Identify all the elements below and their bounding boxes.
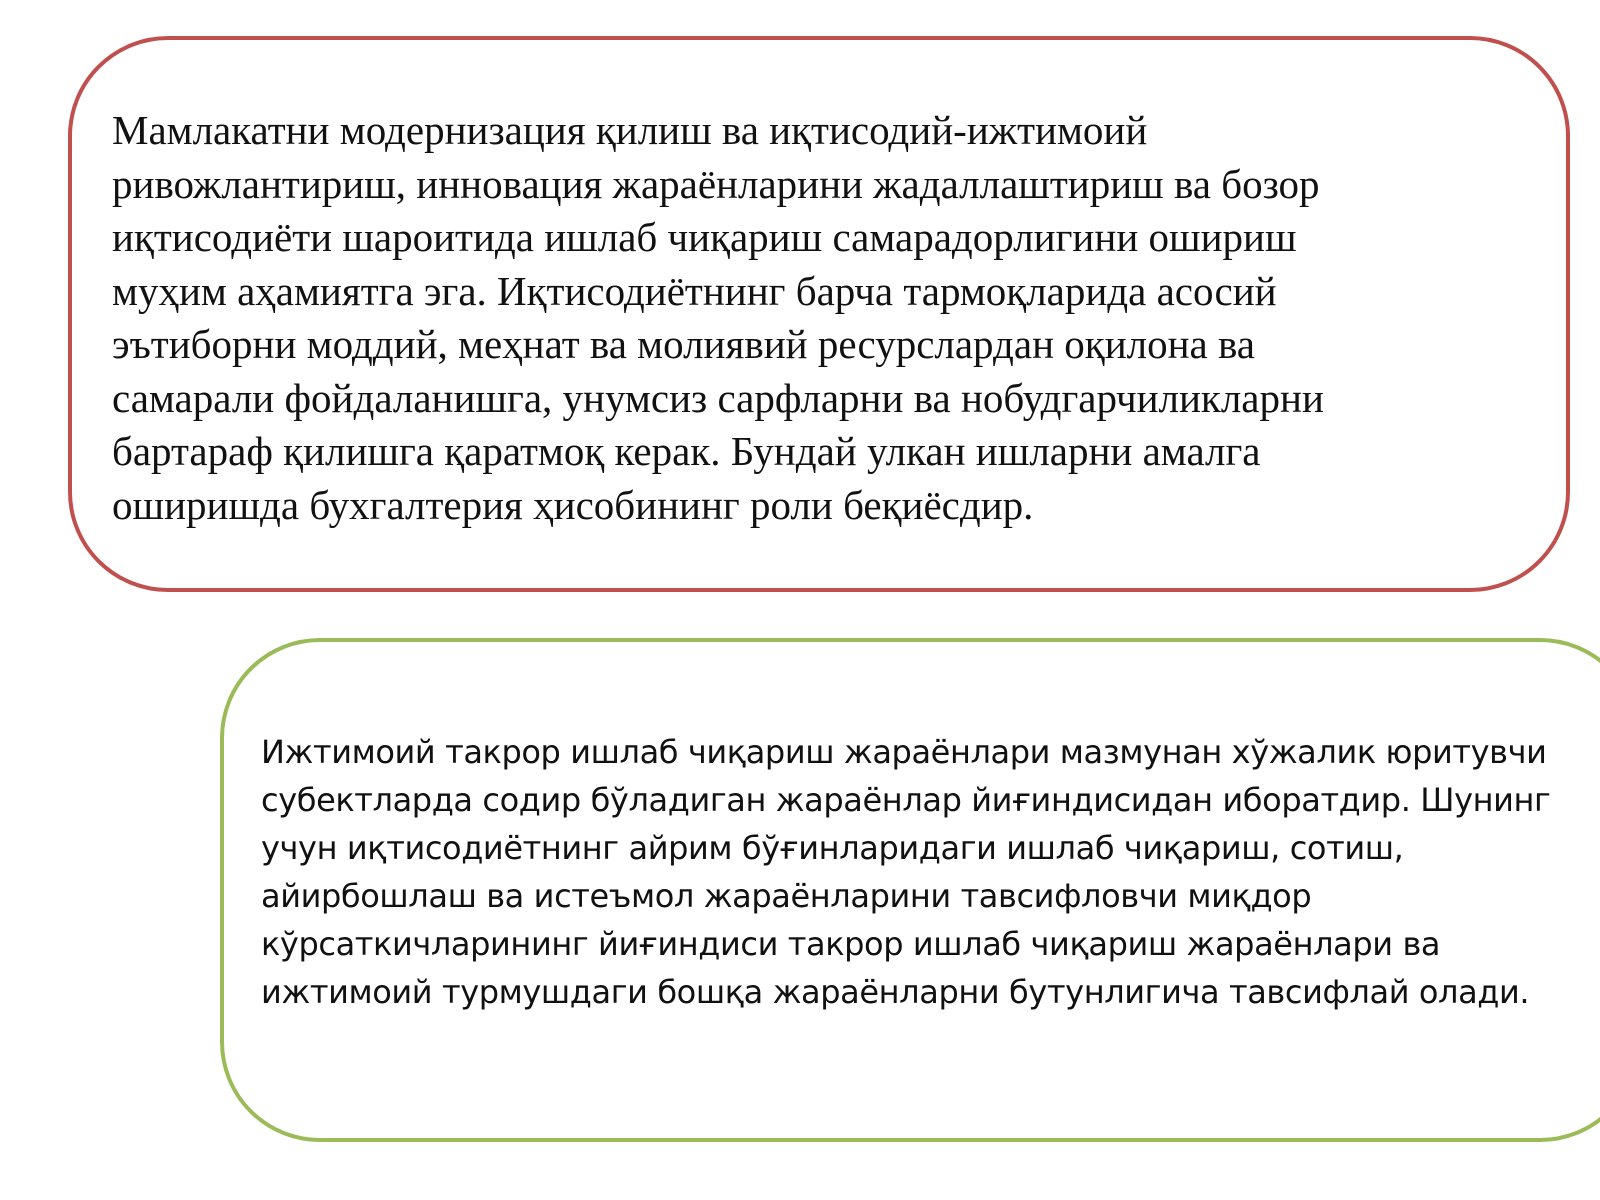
bottom-paragraph-line: айирбошлаш ва истеъмол жараёнларини тавсифловчи миқдор xyxy=(261,877,1312,915)
bottom-paragraph-line: Ижтимоий такрор ишлаб чиқариш жараёнлари мазмунан хўжалик юритувчи xyxy=(261,733,1547,771)
top-paragraph-line: эътиборни моддий, меҳнат ва молиявий ресурслардан оқилона ва xyxy=(112,321,1255,367)
top-paragraph-line: оширишда бухгалтерия ҳисобининг роли беқиёсдир. xyxy=(112,481,1034,528)
top-paragraph-line: самарали фойдаланишга, унумсиз сарфларни ва нобудгарчиликларни xyxy=(112,374,1324,421)
bottom-paragraph xyxy=(261,728,1581,1016)
bottom-paragraph-line: учун иқтисодиётнинг айрим бўғинларидаги ишлаб чиқариш, сотиш, xyxy=(261,829,1404,867)
top-paragraph xyxy=(112,104,1492,532)
bottom-paragraph-line: субектларда содир бўладиган жараёнлар йиғиндисидан иборатдир. Шунинг xyxy=(261,781,1551,819)
top-paragraph-line: бартараф қилишга қаратмоқ керак. Бундай улкан ишларни амалга xyxy=(112,428,1261,474)
top-paragraph-line: Мамлакатни модернизация қилиш ва иқтисодий-ижтимоий xyxy=(112,107,1148,153)
top-paragraph-line: ривожлантириш, инновация жараёнларини жадаллаштириш ва бозор xyxy=(112,160,1320,207)
top-paragraph-line: муҳим аҳамиятга эга. Иқтисодиётнинг барча тармоқларида асосий xyxy=(112,267,1277,314)
bottom-paragraph-line: ижтимоий турмушдаги бошқа жараёнларни бутунлигича тавсифлай олади. xyxy=(261,973,1530,1011)
bottom-paragraph-line: кўрсаткичларининг йиғиндиси такрор ишлаб чиқариш жараёнлари ва xyxy=(261,925,1441,963)
top-paragraph-line: иқтисодиёти шароитида ишлаб чиқариш самарадорлигини ошириш xyxy=(112,214,1297,260)
